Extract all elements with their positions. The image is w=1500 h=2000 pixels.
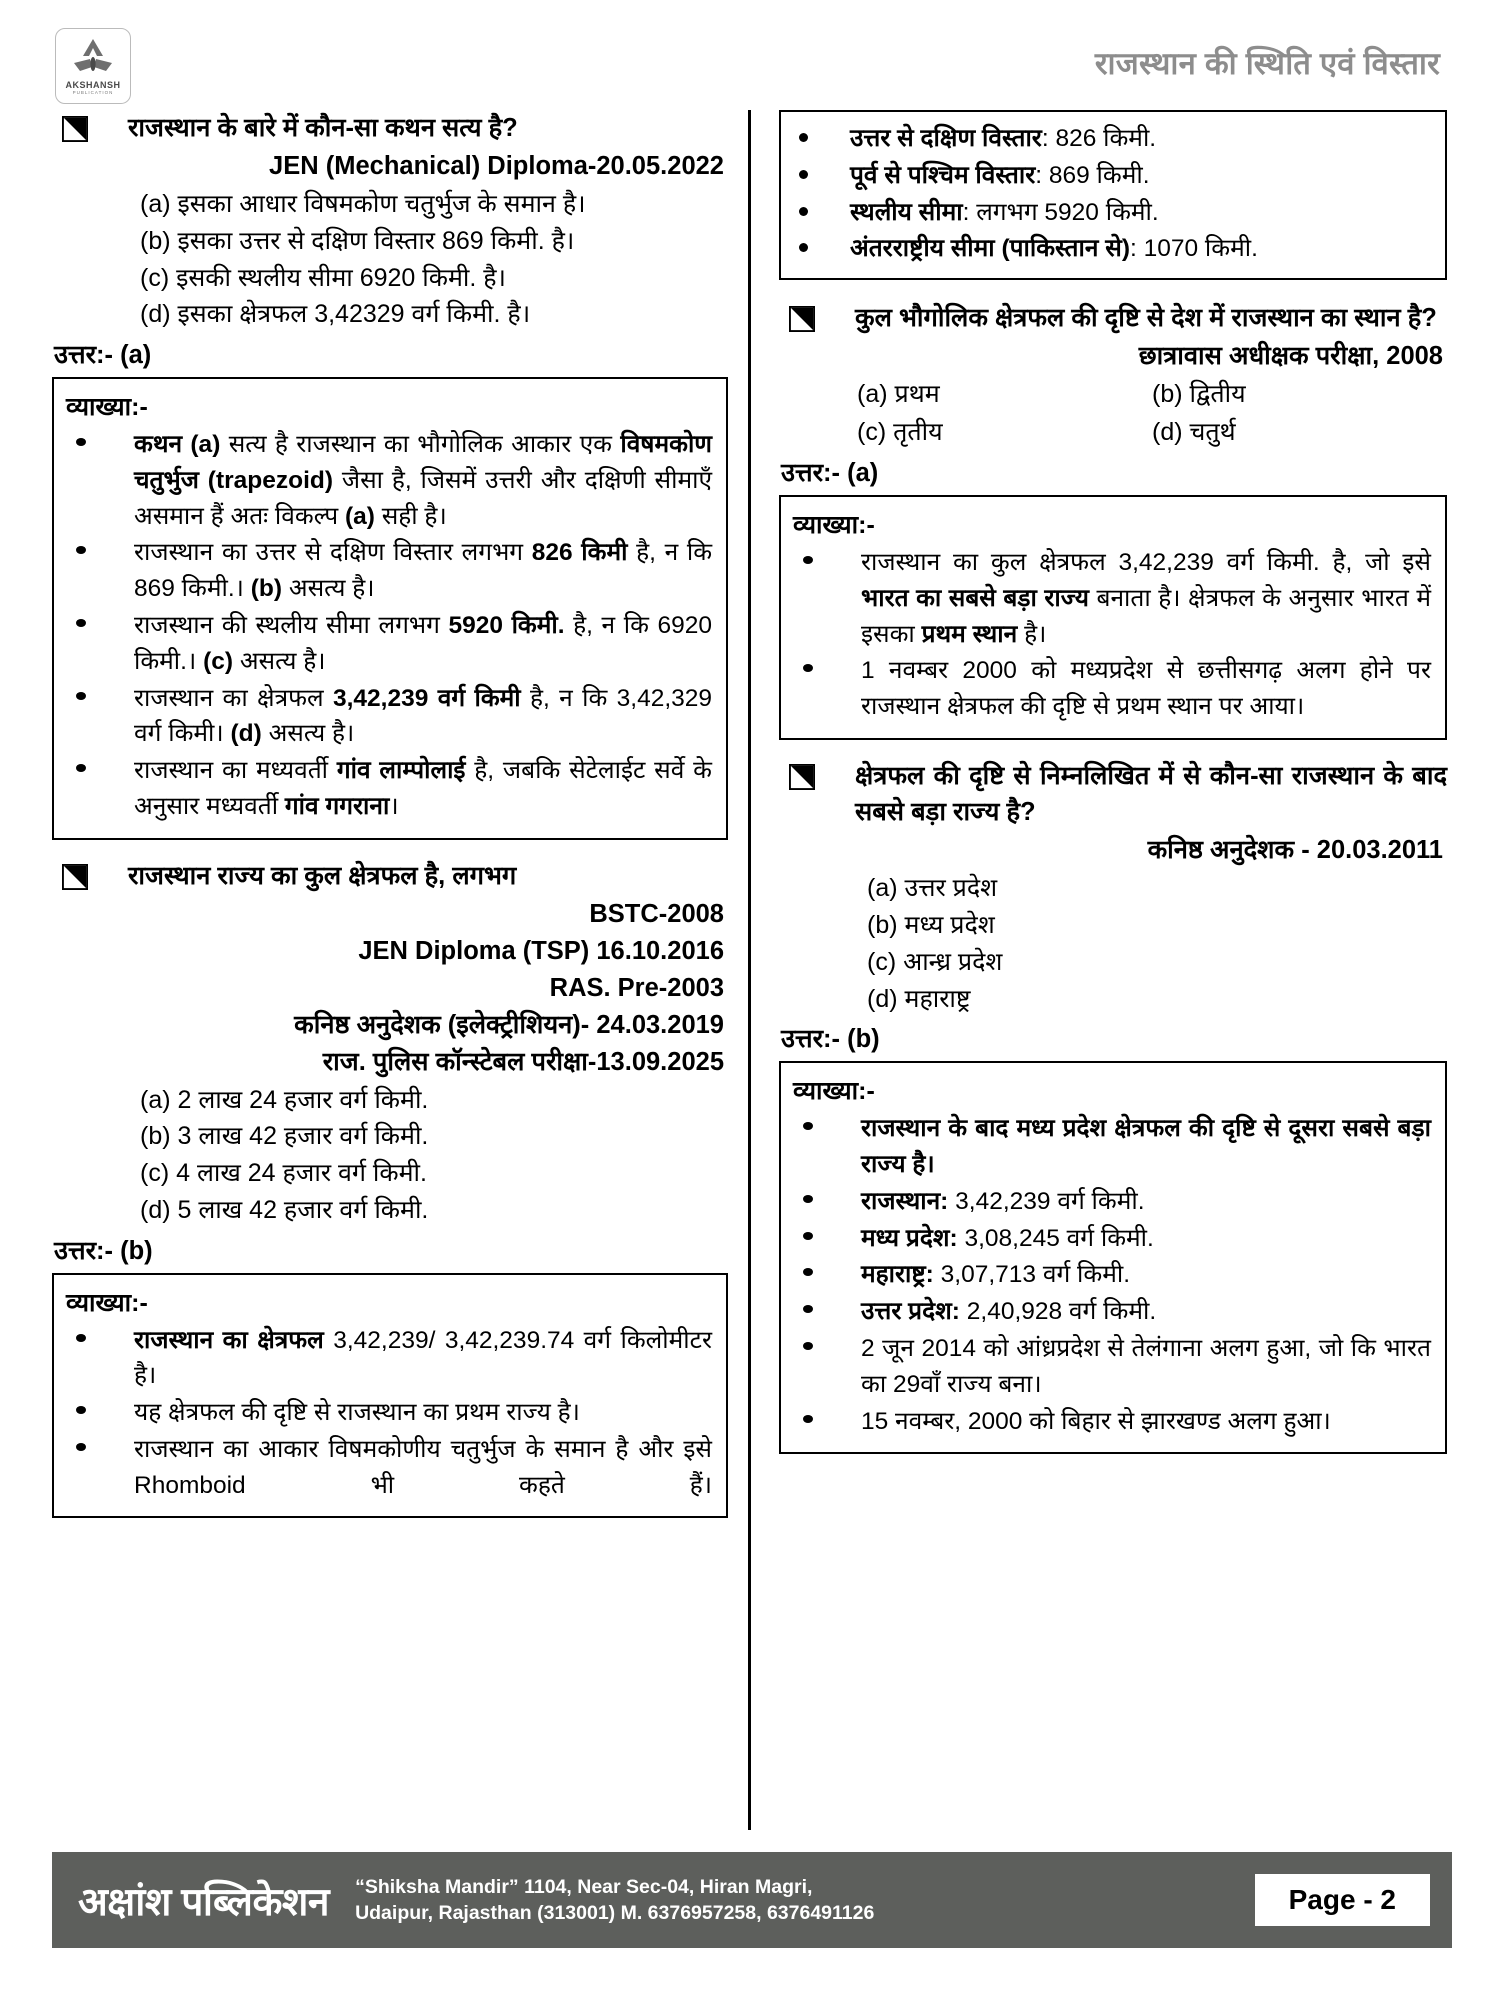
explanation-text: राजस्थान: 3,42,239 वर्ग किमी. [861, 1187, 1145, 1215]
question-block-4 [779, 758, 1447, 1454]
explanation-text: राजस्थान का क्षेत्रफल 3,42,239/ 3,42,239.74 वर्ग किलोमीटर है। [134, 1326, 712, 1390]
rajasthan-facts-box [779, 110, 1447, 280]
question-1-text: राजस्थान के बारे में कौन-सा कथन सत्य है? [128, 114, 518, 142]
question-2-exam-1: JEN Diploma (TSP) 16.10.2016 [358, 936, 724, 965]
bullet-icon [803, 1305, 813, 1313]
column-divider [748, 110, 751, 1830]
question-2-text: राजस्थान राज्य का कुल क्षेत्रफल है, लगभग [128, 861, 517, 890]
question-4-explanation-box [779, 1061, 1447, 1454]
explanation-text: 1 नवम्बर 2000 को मध्यप्रदेश से छत्तीसगढ़ अलग होने पर राजस्थान क्षेत्रफल की दृष्टि से प्रथम स्थान पर आया। [861, 657, 1431, 721]
explanation-item [66, 1323, 712, 1395]
bullet-icon [803, 1195, 813, 1203]
explanation-item [66, 1432, 712, 1504]
fact-text: अंतरराष्ट्रीय सीमा (पाकिस्तान से): 1070 किमी. [850, 235, 1258, 263]
bullet-icon [76, 692, 86, 700]
explanation-text: राजस्थान का आकार विषमकोणीय चतुर्भुज के समान है और इसे Rhomboid भी कहते हैं। [134, 1435, 712, 1499]
option-c[interactable]: (c) इसकी स्थलीय सीमा 6920 किमी. है। [140, 263, 507, 292]
explanation-item [793, 1111, 1431, 1183]
explanation-label: व्याख्या:- [66, 1288, 148, 1317]
question-2-answer: उत्तर:- (b) [54, 1236, 153, 1265]
bullet-icon [76, 619, 86, 627]
page-footer [52, 1852, 1452, 1948]
fact-item [791, 195, 1433, 232]
explanation-item [66, 427, 712, 534]
option-c[interactable]: (c) 4 लाख 24 हजार वर्ग किमी. [140, 1159, 427, 1188]
question-1-header [52, 110, 728, 146]
explanation-item [793, 1257, 1431, 1293]
explanation-text: उत्तर प्रदेश: 2,40,928 वर्ग किमी. [861, 1298, 1157, 1326]
question-3-text: कुल भौगोलिक क्षेत्रफल की दृष्टि से देश में राजस्थान का स्थान है? [855, 304, 1437, 332]
explanation-item [793, 1404, 1431, 1440]
question-marker-icon [789, 764, 815, 790]
explanation-text: महाराष्ट्र: 3,07,713 वर्ग किमी. [861, 1261, 1131, 1289]
content-columns [0, 110, 1500, 1830]
question-3-explanation-box [779, 495, 1447, 740]
logo-wordmark: AKSHANSH [65, 80, 121, 90]
question-1-exam-0: JEN (Mechanical) Diploma-20.05.2022 [269, 152, 724, 181]
explanation-item [66, 753, 712, 825]
explanation-label: व्याख्या:- [66, 393, 148, 422]
question-2-exam-2: RAS. Pre-2003 [549, 973, 724, 1002]
option-row [779, 376, 1447, 414]
question-2-exam-4: राज. पुलिस कॉन्स्टेबल परीक्षा-13.09.2025 [322, 1047, 724, 1076]
option-c[interactable]: (c) तृतीय [857, 417, 943, 446]
bullet-icon [76, 1334, 86, 1342]
option-c[interactable]: (c) आन्ध्र प्रदेश [867, 947, 1003, 976]
footer-address-line-1: “Shiksha Mandir” 1104, Near Sec-04, Hiran Magri, [355, 1875, 813, 1898]
bullet-icon [799, 207, 808, 216]
question-4-answer: उत्तर:- (b) [781, 1025, 880, 1054]
bullet-icon [803, 664, 813, 672]
bullet-icon [76, 764, 86, 772]
question-marker-icon [62, 864, 88, 890]
explanation-item [793, 1331, 1431, 1403]
question-4-exam-0: कनिष्ठ अनुदेशक - 20.03.2011 [1147, 836, 1443, 865]
option-d[interactable]: (d) 5 लाख 42 हजार वर्ग किमी. [140, 1195, 429, 1224]
explanation-text: 15 नवम्बर, 2000 को बिहार से झारखण्ड अलग हुआ। [861, 1407, 1331, 1435]
question-2-options [52, 1082, 728, 1229]
explanation-item [793, 545, 1431, 652]
question-4-header [779, 758, 1447, 830]
fact-item [791, 158, 1433, 195]
option-b[interactable]: (b) मध्य प्रदेश [867, 911, 995, 940]
fact-item [791, 231, 1433, 268]
question-1-explanation-box [52, 377, 728, 839]
explanation-item [793, 1184, 1431, 1220]
question-marker-icon [789, 306, 815, 332]
explanation-text: मध्य प्रदेश: 3,08,245 वर्ग किमी. [861, 1224, 1154, 1252]
bullet-icon [803, 1415, 813, 1423]
explanation-item [66, 608, 712, 680]
explanation-text: राजस्थान के बाद मध्य प्रदेश क्षेत्रफल की दृष्टि से दूसरा सबसे बड़ा राज्य है। [861, 1115, 1431, 1179]
explanation-item [793, 1294, 1431, 1330]
bullet-icon [76, 1406, 86, 1414]
option-d[interactable]: (d) चतुर्थ [1152, 417, 1236, 446]
option-b[interactable]: (b) द्वितीय [1152, 380, 1246, 409]
question-block-1 [52, 110, 728, 840]
fact-text: उत्तर से दक्षिण विस्तार: 826 किमी. [850, 125, 1157, 152]
page-header [0, 0, 1500, 110]
bullet-icon [799, 133, 808, 142]
page-title: राजस्थान की स्थिति एवं विस्तार [1094, 46, 1440, 81]
question-1-options [52, 186, 728, 333]
footer-brand: अक्षांश पब्लिकेशन [78, 1880, 330, 1924]
option-b[interactable]: (b) 3 लाख 42 हजार वर्ग किमी. [140, 1122, 429, 1151]
bullet-icon [803, 1268, 813, 1276]
bullet-icon [803, 556, 813, 564]
bullet-icon [803, 1232, 813, 1240]
explanation-label: व्याख्या:- [793, 511, 875, 540]
option-a[interactable]: (a) 2 लाख 24 हजार वर्ग किमी. [140, 1085, 429, 1114]
question-4-text: क्षेत्रफल की दृष्टि से निम्नलिखित में से कौन-सा राजस्थान के बाद सबसे बड़ा राज्य है? [855, 762, 1447, 827]
page-number-badge: Page - 2 [1255, 1874, 1430, 1926]
explanation-item [66, 681, 712, 753]
question-3-options [779, 376, 1447, 451]
explanation-text: राजस्थान का क्षेत्रफल 3,42,239 वर्ग किमी है, न कि 3,42,329 वर्ग किमी। (d) असत्य है। [134, 684, 713, 748]
question-1-answer: उत्तर:- (a) [54, 341, 152, 370]
question-3-answer: उत्तर:- (a) [781, 459, 879, 488]
footer-address [355, 1874, 1255, 1926]
option-b[interactable]: (b) इसका उत्तर से दक्षिण विस्तार 869 किमी. है। [140, 226, 575, 255]
bullet-icon [803, 1122, 813, 1130]
option-a[interactable]: (a) प्रथम [857, 380, 940, 409]
explanation-text: यह क्षेत्रफल की दृष्टि से राजस्थान का प्रथम राज्य है। [134, 1399, 580, 1427]
option-a[interactable]: (a) इसका आधार विषमकोण चतुर्भुज के समान है। [140, 190, 586, 219]
left-column [52, 110, 742, 1830]
option-row [779, 414, 1447, 452]
question-2-explanation-box [52, 1273, 728, 1519]
explanation-item [66, 1395, 712, 1431]
footer-address-line-2: Udaipur, Rajasthan (313001) M. 6376957258, 6376491126 [355, 1902, 875, 1924]
explanation-text: 2 जून 2014 को आंध्रप्रदेश से तेलंगाना अलग हुआ, जो कि भारत का 29वॉं राज्य बना। [861, 1334, 1431, 1398]
bullet-icon [799, 243, 808, 252]
explanation-text: कथन (a) सत्य है राजस्थान का भौगोलिक आकार एक विषमकोण चतुर्भुज (trapezoid) जैसा है, जिसमें उत्तरी और दक्षिणी सीमाएँ असमान हैं अतः विकल्प (a) सही है। [134, 431, 712, 530]
explanation-text: राजस्थान का उत्तर से दक्षिण विस्तार लगभग 826 किमी है, न कि 869 किमी.। (b) असत्य है। [134, 539, 713, 603]
question-4-options [779, 870, 1447, 1017]
question-marker-icon [62, 116, 88, 142]
fact-text: स्थलीय सीमा: लगभग 5920 किमी. [850, 198, 1159, 226]
akshansh-logo-icon [70, 37, 116, 79]
option-a[interactable]: (a) उत्तर प्रदेश [867, 874, 998, 903]
question-2-header [52, 858, 728, 894]
bullet-icon [76, 546, 86, 554]
logo-subtext: PUBLICATION [72, 90, 114, 95]
explanation-item [793, 1221, 1431, 1257]
question-block-3 [779, 300, 1447, 740]
explanation-item [793, 653, 1431, 725]
explanation-label: व्याख्या:- [793, 1077, 875, 1106]
option-d[interactable]: (d) महाराष्ट्र [867, 984, 971, 1013]
question-2-exam-3: कनिष्ठ अनुदेशक (इलेक्ट्रीशियन)- 24.03.2019 [294, 1010, 724, 1039]
question-3-exam-0: छात्रावास अधीक्षक परीक्षा, 2008 [1138, 342, 1443, 371]
bullet-icon [803, 1342, 813, 1350]
bullet-icon [799, 170, 808, 179]
fact-item [791, 121, 1433, 158]
explanation-item [66, 535, 712, 607]
publisher-logo [55, 28, 131, 104]
fact-text: पूर्व से पश्चिम विस्तार: 869 किमी. [850, 161, 1150, 189]
explanation-text: राजस्थान का मध्यवर्ती गांव लाम्पोलाई है, जबकि सेटेलाईट सर्वे के अनुसार मध्यवर्ती गांव गगराना। [134, 757, 712, 820]
right-column [757, 110, 1447, 1830]
question-2-exam-0: BSTC-2008 [589, 899, 724, 928]
explanation-text: राजस्थान की स्थलीय सीमा लगभग 5920 किमी. है, न कि 6920 किमी.। (c) असत्य है। [134, 612, 712, 675]
option-d[interactable]: (d) इसका क्षेत्रफल 3,42329 वर्ग किमी. है। [140, 300, 531, 329]
question-3-header [779, 300, 1447, 336]
bullet-icon [76, 438, 86, 446]
question-block-2 [52, 858, 728, 1519]
bullet-icon [76, 1443, 86, 1451]
explanation-text: राजस्थान का कुल क्षेत्रफल 3,42,239 वर्ग किमी. है, जो इसे भारत का सबसे बड़ा राज्य बनाता है। क्षेत्रफल के अनुसार भारत में इसका प्रथम स्थान है। [861, 549, 1431, 648]
